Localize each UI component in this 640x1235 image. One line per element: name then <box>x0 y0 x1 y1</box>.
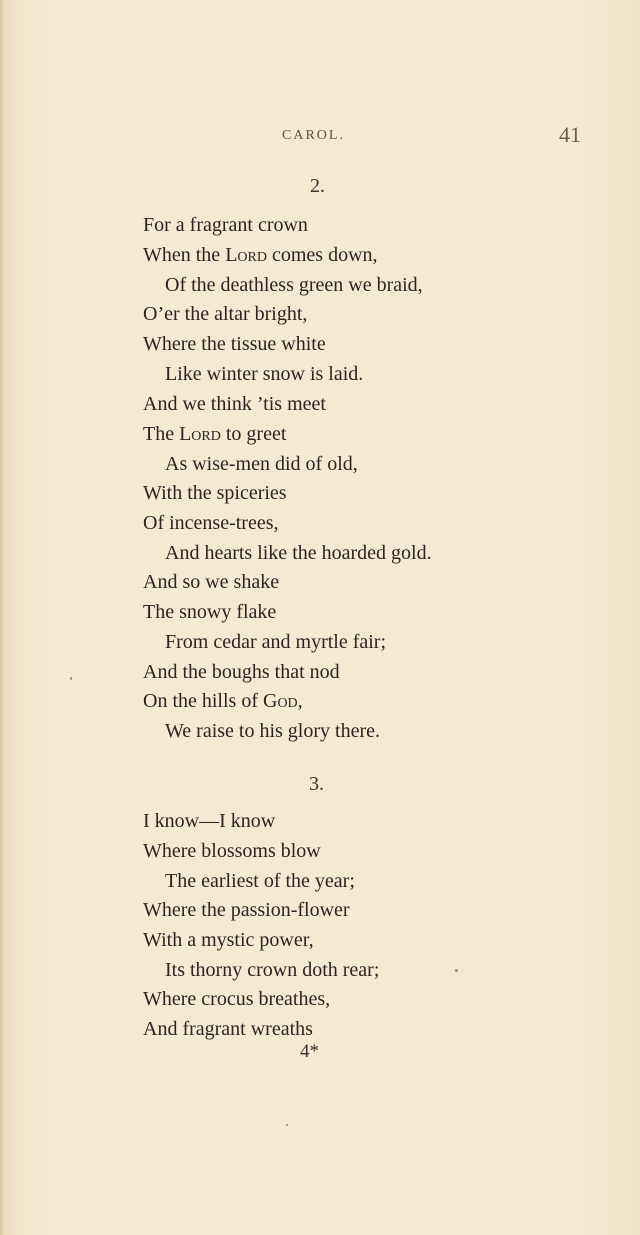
poem-line: And so we shake <box>143 571 280 593</box>
page-number: 41 <box>559 122 581 147</box>
running-head <box>0 122 640 152</box>
small-caps-word: God <box>263 690 298 712</box>
poem-line: And hearts like the hoarded gold. <box>165 542 432 564</box>
stanza-number: 2. <box>310 175 325 197</box>
poem-line: Where blossoms blow <box>143 840 321 862</box>
poem-line: Of the deathless green we braid, <box>165 274 423 296</box>
poem-line: O’er the altar bright, <box>143 303 308 325</box>
stanza-number: 3. <box>309 773 324 795</box>
poem-line: On the hills of God, <box>143 690 303 712</box>
poem-line: We raise to his glory there. <box>165 720 380 742</box>
poem-line: Like winter snow is laid. <box>165 363 364 385</box>
poem-line: Its thorny crown doth rear; <box>165 959 380 981</box>
signature-mark: 4* <box>300 1041 319 1062</box>
small-caps-word: Lord <box>225 244 267 266</box>
poem-line: For a fragrant crown <box>143 214 308 236</box>
running-title: CAROL. <box>282 128 345 143</box>
poem-line: Where the passion-flower <box>143 899 350 921</box>
paper-speck <box>455 969 458 972</box>
poem-line: The earliest of the year; <box>165 870 355 892</box>
poem-line: And we think ’tis meet <box>143 393 326 415</box>
poem-line: I know—I know <box>143 810 276 832</box>
poem-line: The Lord to greet <box>143 423 287 445</box>
poem-line: When the Lord comes down, <box>143 244 378 266</box>
poem-line: And fragrant wreaths <box>143 1018 313 1040</box>
paper-speck <box>70 677 72 680</box>
poem-line: As wise-men did of old, <box>165 453 358 475</box>
poem-line: The snowy flake <box>143 601 277 623</box>
poem-line: With a mystic power, <box>143 929 314 951</box>
paper-speck <box>286 1124 288 1126</box>
page-gutter <box>0 0 5 1235</box>
poem-line: From cedar and myrtle fair; <box>165 631 387 653</box>
poem-line: Of incense-trees, <box>143 512 279 534</box>
small-caps-word: Lord <box>179 423 221 445</box>
poem-line: With the spiceries <box>143 482 287 504</box>
poem-line: Where the tissue white <box>143 333 326 355</box>
poem-line: And the boughs that nod <box>143 661 340 683</box>
poem-line: Where crocus breathes, <box>143 988 331 1010</box>
